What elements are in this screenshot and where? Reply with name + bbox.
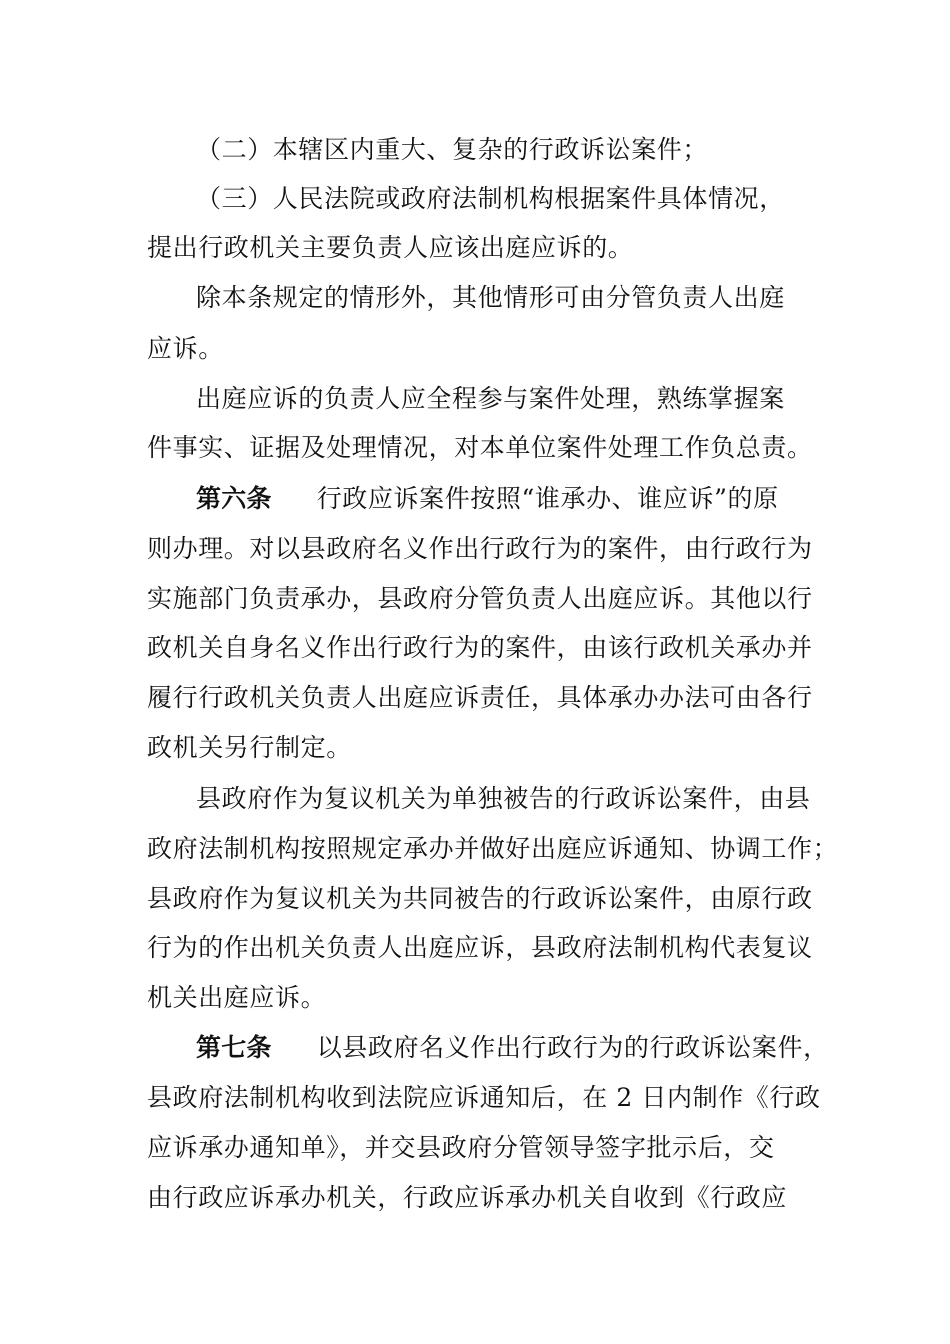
text-line: 行为的作出机关负责人出庭应诉，县政府法制机构代表复议 [147, 933, 813, 962]
article-heading: 第七条 [196, 1033, 272, 1062]
text-line: 县政府作为复议机关为单独被告的行政诉讼案件，由县 [196, 784, 811, 813]
text-line: 由行政应诉承办机关，行政应诉承办机关自收到《行政应 [147, 1183, 788, 1212]
text-line: 县政府法制机构收到法院应诉通知后，在 2 日内制作《行政 [147, 1083, 821, 1112]
text-line: （二）本辖区内重大、复杂的行政诉讼案件； [196, 135, 709, 164]
text-line: 政机关自身名义作出行政行为的案件，由该行政机关承办并 [147, 633, 813, 662]
text-line: 除本条规定的情形外，其他情形可由分管负责人出庭 [196, 283, 785, 312]
article-heading: 第六条 [196, 484, 272, 513]
text-line: 出庭应诉的负责人应全程参与案件处理，熟练掌握案 [196, 384, 785, 413]
article-line [196, 1033, 829, 1063]
text-line: （三）人民法院或政府法制机构根据案件具体情况， [196, 184, 785, 213]
text-line: 县政府作为复议机关为共同被告的行政诉讼案件，由原行政 [147, 884, 813, 913]
article-line [196, 484, 779, 514]
text-line: 应诉承办通知单》，并交县政府分管领导签字批示后，交 [147, 1133, 775, 1162]
text-line: 应诉。 [147, 334, 224, 363]
text-line: 行政应诉案件按照“谁承办、谁应诉”的原 [316, 484, 779, 513]
text-line: 政府法制机构按照规定承办并做好出庭应诉通知、协调工作； [147, 834, 839, 863]
text-line: 以县政府名义作出行政行为的行政诉讼案件， [316, 1033, 829, 1062]
text-line: 机关出庭应诉。 [147, 983, 327, 1012]
text-line: 提出行政机关主要负责人应该出庭应诉的。 [147, 233, 634, 262]
text-line: 履行行政机关负责人出庭应诉责任，具体承办办法可由各行 [147, 683, 813, 712]
text-line: 政机关另行制定。 [147, 733, 352, 762]
text-line: 则办理。对以县政府名义作出行政行为的案件，由行政行为 [147, 534, 813, 563]
text-line: 件事实、证据及处理情况，对本单位案件处理工作负总责。 [147, 433, 813, 462]
text-line: 实施部门负责承办，县政府分管负责人出庭应诉。其他以行 [147, 584, 813, 613]
